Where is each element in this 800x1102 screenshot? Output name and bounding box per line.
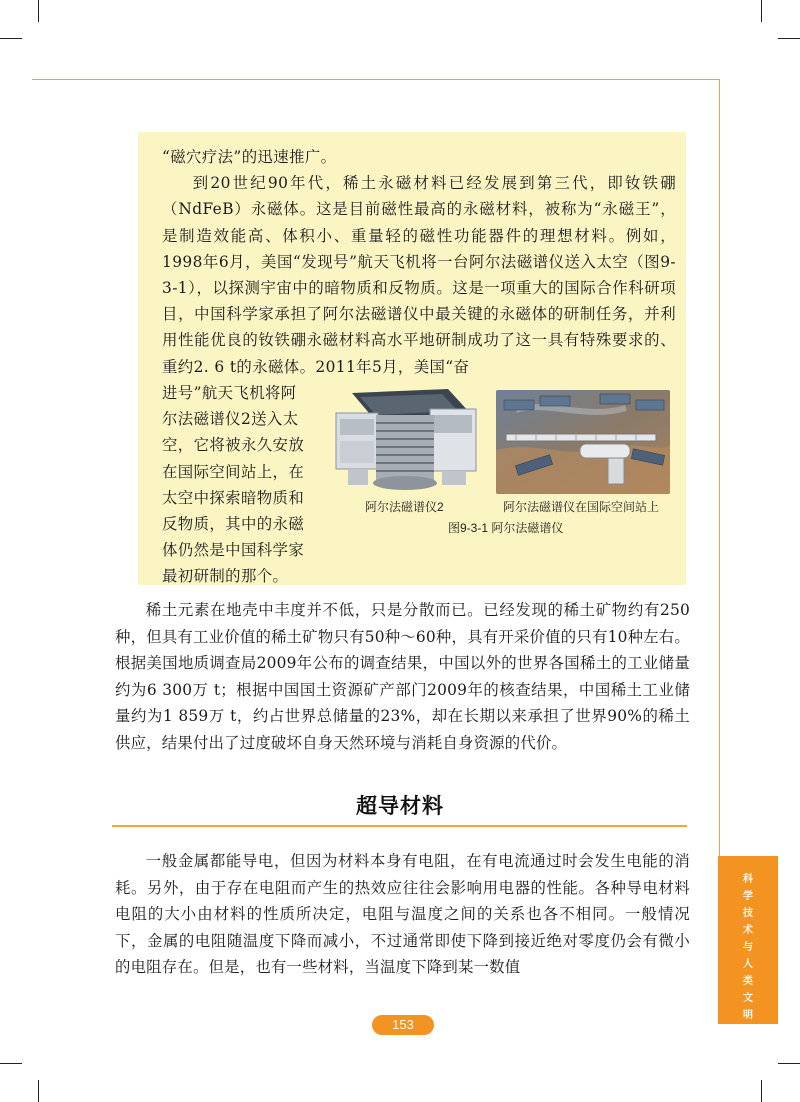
caption-iss: 阿尔法磁谱仪在国际空间站上	[503, 500, 660, 514]
crop-mark	[778, 38, 800, 39]
crop-mark	[0, 1063, 22, 1064]
chapter-side-tab	[718, 856, 778, 1024]
crop-mark	[38, 0, 39, 22]
crop-mark	[761, 1080, 762, 1102]
rare-earth-paragraph: 稀土元素在地壳中丰度并不低，只是分散而已。已经发现的稀土矿物约有250种，但具有工业价值的稀土矿物只有50种～60种，具有开采价值的只有10种左右。根据美国地质调查局2009年公布的调查结果，中国以外的世界各国稀土的工业储量约为6 300万 t；根据中国国土资源矿产部门2009年的核查结果，中国稀土工业储量约为1 859万 t，约占世界总储量的23%，却在长期以来承担了世界90%的稀土供应，结果付出了过度破坏自身天然环境与消耗自身资源的代价。	[115, 601, 690, 752]
wrap-line: 最初研制的那个。	[162, 567, 289, 586]
superconductor-paragraph: 一般金属都能导电，但因为材料本身有电阻，在有电流通过时会发生电能的消耗。另外，由于存在电阻而产生的热效应往往会影响用电器的性能。各种导电材料电阻的大小由材料的性质所决定，电阻与温度之间的关系也各不相同。一般情况下，金属的电阻随温度下降而减小，不过通常即使下降到接近绝对零度仍会有微小的电阻存在。但是，也有一些材料，当温度下降到某一数值	[115, 852, 690, 977]
superconductor-text	[115, 848, 690, 981]
caption-ams: 阿尔法磁谱仪2	[365, 500, 444, 514]
tab-char: 文	[743, 993, 753, 1004]
wrap-line: 空，它将被永久安放	[162, 436, 305, 455]
tab-char: 技	[743, 908, 753, 919]
wrap-line: 反物质，其中的永磁	[162, 515, 305, 534]
tab-char: 学	[743, 891, 753, 902]
crop-mark	[778, 1063, 800, 1064]
iss-photo	[496, 390, 670, 494]
wrap-line: 尔法磁谱仪2送入太	[162, 410, 299, 429]
tab-char: 术	[743, 925, 753, 936]
wrap-line: 太空中探索暗物质和	[162, 488, 305, 507]
crop-mark	[761, 0, 762, 22]
crop-mark	[0, 38, 22, 39]
tab-char: 明	[743, 1010, 753, 1021]
section-title: 超导材料	[356, 795, 444, 818]
ams-device-photo	[330, 385, 482, 493]
page-number: 153	[372, 1015, 434, 1035]
tab-char: 与	[743, 942, 753, 953]
reading-box-text	[162, 144, 676, 380]
wrap-line: 在国际空间站上，在	[162, 462, 305, 481]
crop-mark	[38, 1080, 39, 1102]
box-line-1: “磁穴疗法”的迅速推广。	[162, 148, 337, 166]
section-rule	[112, 825, 687, 827]
tab-char: 科	[743, 874, 753, 885]
tab-char: 类	[743, 976, 753, 987]
box-paragraph-2: 到20世纪90年代，稀土永磁材料已经发展到第三代，即钕铁硼（NdFeB）永磁体。这是目前磁性最高的永磁材料，被称为“永磁王”，是制造效能高、体积小、重量轻的磁性功能器件的理想材料。例如，1998年6月，美国“发现号”航天飞机将一台阿尔法磁谱仪送入太空（图9-3-1），以探测宇宙中的暗物质和反物质。这是一项重大的国际合作科研项目，中国科学家承担了阿尔法磁谱仪中最关键的永磁体的研制任务，并利用性能优良的钕铁硼永磁材料高水平地研制成功了这一具有特殊要求的、重约2. 6 t的永磁体。2011年5月，美国“奋	[162, 174, 676, 376]
box-wrap-text	[162, 380, 322, 590]
top-rule	[32, 79, 720, 80]
tab-char: 人	[743, 959, 753, 970]
wrap-line: 体仍然是中国科学家	[162, 541, 305, 560]
wrap-line: 进号”航天飞机将阿	[162, 384, 297, 402]
main-text	[115, 597, 690, 757]
figure-title: 图9-3-1 阿尔法磁谱仪	[448, 521, 564, 535]
